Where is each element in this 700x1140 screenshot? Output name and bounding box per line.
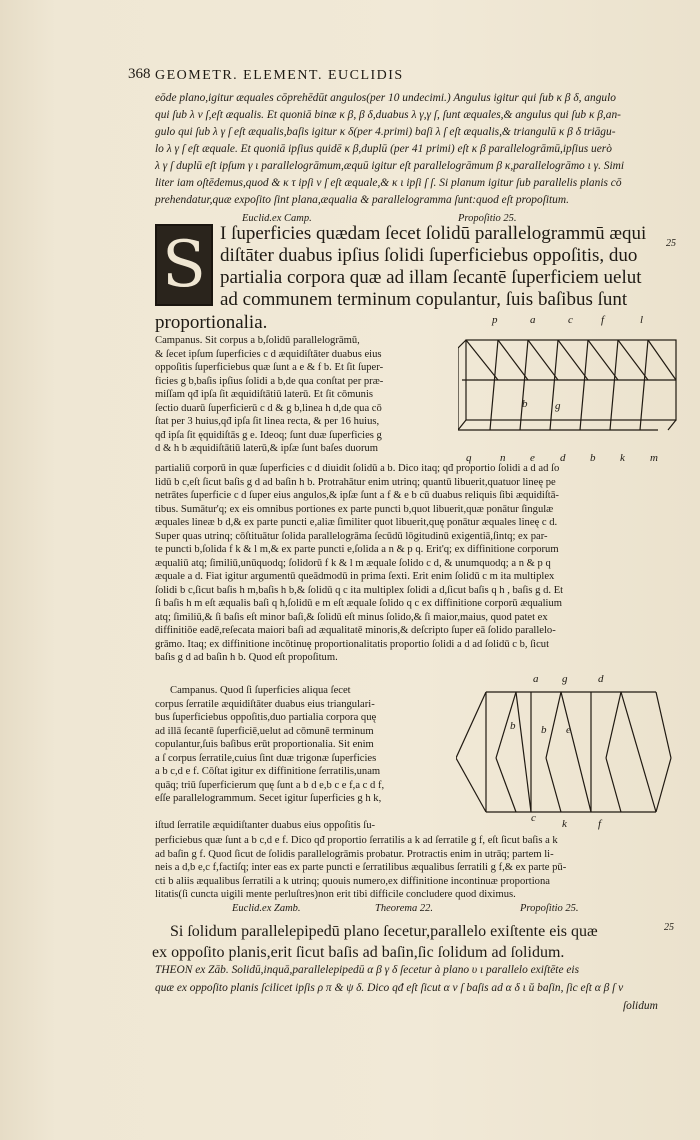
text-line: lidū b c,eſt ſicut baſis g d ad baſin h b. Protrahātur enim utrinq; quantū libuerit,quatuor lineę pe: [155, 476, 556, 488]
proposition-number: Propoſitio 25.: [520, 903, 579, 914]
text-line: eōde plano,igitur æquales cōprehēdūt angulos(per 10 undecimi.) Angulus igitur qui ſub κ β δ, angulo: [155, 92, 616, 104]
figure-label: d: [560, 452, 566, 464]
source-note: Euclid.ex Zamb.: [232, 903, 301, 914]
catchword: ſolidum: [623, 1000, 658, 1012]
figure-label: p: [492, 314, 498, 326]
text-line: miſſam qđ ipſa ſit æquidiſtātiū laterū. Et ſit cōmunis: [155, 389, 374, 400]
initial-letter: S: [162, 228, 206, 302]
text-line: & ſecet ipſum ſuperficies c d æquidiſtāter duabus eius: [155, 348, 382, 360]
figure-label: g: [562, 673, 568, 685]
text-line: bus ſuperficiebus oppoſitis,duo partialia corpora quę: [155, 712, 377, 723]
figure-label: g: [555, 400, 561, 412]
text-line: a ſ corpus ſerratile,cuius ſint duæ trigonæ ſuperficies: [155, 752, 377, 764]
figure-label: b: [590, 452, 596, 464]
figure-label: a: [533, 673, 539, 685]
text-line: a b c,d e f. Cōſtat igitur ex diffinitione ſerratilis,unam: [155, 766, 381, 777]
margin-note: 25: [664, 922, 674, 933]
text-line: λ γ ſ duplū eſt ipſum γ ι parallelogrāmum,æquū igitur eſt parallelogrāmum β κ,parallelogrāmo ι γ. Simi: [155, 160, 625, 172]
figure-label: c: [531, 812, 536, 824]
figure-label: b: [541, 724, 547, 736]
text-line: corpus ſerratile æquidiſtāter duabus eius triangulari-: [155, 698, 375, 710]
figure-label: n: [500, 452, 506, 464]
figure-label: a: [530, 314, 536, 326]
text-line: diſtāter duabus ipſius ſolidi ſuperficiebus oppoſitis, duo: [220, 245, 638, 266]
text-line: partialiū corporū in quæ ſuperficies c d diuidit ſolidū a b. Dico itaq; qđ proportio ſolidi a d ad ſo: [155, 463, 560, 474]
text-line: d & h b æquidiſtātiū laterū,& ipſæ ſunt baſes duorum: [155, 443, 379, 454]
figure-label: b: [522, 398, 528, 410]
text-line: ſolidi b c,ſicut baſis h m,baſis h b,& ſolidū q c ita multiplex ſolidi a d,ſicut baſis q h , baſis g d. Et: [155, 584, 564, 596]
text-line: æqualiū atq; ſimiliū,unūquodq; ſolidorū f k & l m æquale ſolido c d, & unumquodq; a n & p q: [155, 557, 551, 569]
text-line: liter iam oſtēdemus,quod & κ τ ipſi ν ſ eſt æquale,& κ ι ipſi ſ ſ. Si planum igitur ſub parallelis planis cō: [155, 177, 622, 189]
text-line: THEON ex Zāb. Solidū,inquā,parallelepipedū α β γ δ ſecetur à plano υ ι parallelo exiſtēte eis: [155, 964, 580, 976]
text-line: qui ſub λ ν ſ,eſt æqualis. Et quoniā binæ κ β, β δ,duabus λ γ,γ ſ, ſunt æquales,& angulus qui ſub κ β,an-: [155, 109, 621, 121]
text-line: netrātes ſuperficie c d ſuper eius angulos,& ipſæ ſunt a f & e b cū duabus reliquis ſibi æquidiſtā-: [155, 490, 559, 501]
figure-label: e: [566, 724, 571, 736]
text-line: ficies g b,baſis ipſius ſolidi a b,de qua conſtat per præ-: [155, 375, 384, 387]
text-line: partialia corpora quæ ad illam ſecantē ſuperficiem uelut: [220, 267, 642, 288]
text-line: Super quas utrinq; cōſtituātur ſolida parallelogrāma ſecūdū lōgitudinū exigentiā,ſintq; ex par-: [155, 530, 548, 542]
source-note: Euclid.ex Camp.: [242, 213, 312, 224]
text-line: tibus. Sumātur'q; ex eis omnibus portiones ex parte puncti b,quot libuerit,quæ ponātur ſingulæ: [155, 503, 554, 515]
text-line: baſis g d ad baſin h b. Quod eſt propoſitum.: [155, 652, 338, 663]
page-number: 368: [128, 66, 151, 82]
text-line: ad communem terminum copulantur, ſuis baſibus ſunt: [220, 289, 628, 310]
text-line: ſi baſis h m eſt æqualis baſi q h,ſolidū e m eſt æquale ſolido q c ex diffinitione corporū æqualium: [155, 598, 563, 609]
text-line: diffinitiōe eadē,reſecata maiori baſi ad æqualitatē minoris,& deſcripto ſuper eā ſolido parallelo-: [155, 625, 556, 636]
figure-label: l: [640, 314, 644, 326]
text-line: Campanus. Quod ſi ſuperficies aliqua ſecet: [170, 685, 351, 696]
text-line: Campanus. Sit corpus a b,ſolidū parallelogrāmū,: [155, 335, 360, 346]
text-line: atq; ſimiliū,& ſi baſis eſt minor baſi,& ſolidū eſt minus ſolido,& ſi maior,maius, quod patet ex: [155, 611, 548, 623]
text-line: æquales lineæ b d,& ex parte puncti e,aliæ ſimiliter quot libuerit,quę ponātur æquales lineę c d.: [155, 517, 558, 528]
text-line: iſtud ſerratile æquidiſtanter duabus eius oppoſitis ſu-: [155, 820, 376, 831]
figure-label: e: [530, 452, 535, 464]
text-line: qđ ipſa ſit ęquidiſtās g e. Ideoq; ſunt duæ ſuperficies g: [155, 429, 382, 441]
margin-note: 25: [666, 238, 676, 249]
text-line: gulo qui ſub λ γ ſ eſt æqualis,baſis igitur κ δ(per 4.primi) baſi λ ſ eſt æqualis,& triangulū κ β δ triāgu-: [155, 126, 616, 138]
decorated-initial: [155, 224, 213, 306]
figure-label: c: [568, 314, 573, 326]
running-title: GEOMETR. ELEMENT. EUCLIDIS: [155, 68, 404, 83]
text-line: proportionalia.: [155, 312, 268, 333]
text-line: perficiebus quæ ſunt a b c,d e f. Dico qđ proportio ſerratilis a k ad ſerratile g f, eſt ſicut baſis a k: [155, 835, 558, 846]
text-line: prehendatur,quæ expoſito ſint plana,æqualia & parallelogramma ſunt:quod eſt propoſitum.: [155, 194, 569, 206]
figure-label: k: [562, 818, 567, 830]
figure-label: m: [650, 452, 658, 464]
text-line: neis a d,b e,c f,factiſq; inter eas ex parte puncti e ſerratilibus æqualibus ſerratili g f,& ex parte pū-: [155, 862, 567, 873]
text-line: æquale a d. Fiat igitur argumentū queādmodū in prima ſexti. Erit enim ſolidū c m ita multiplex: [155, 571, 555, 582]
text-line: te puncti b,ſolida f k & l m,& ex parte puncti e,ſolida a n & p q. Erit'q; ex diffinitione corporum: [155, 544, 559, 555]
figure-drawing: [458, 330, 688, 450]
text-line: quæ ex oppoſito planis ſcilicet ipſis ρ π & ψ δ. Dico qđ eſt ſicut α ν ſ baſis ad α δ ι ŭ baſin, ſic eſt α β ſ ν: [155, 982, 624, 994]
text-line: litatis(ſi cuncta uigili mente perluſtres)non erit tibi difficile concludere quod diximus.: [155, 889, 516, 900]
text-line: lo λ γ ſ eſt æquale. Et quoniā ipſius quidē κ β,duplū (per 41 primi) eſt κ β parallelogrāmū,ipſius uerò: [155, 143, 612, 155]
text-line: eſſe parallelogrammum. Secet igitur ſuperficies g h k,: [155, 793, 382, 804]
figure-label: f: [598, 818, 602, 830]
text-line: cti b aliis æqualibus ſerratili a k utrinq; quouis numero,ex diffinitione incontinuæ proportiona: [155, 875, 550, 887]
figure-label: d: [598, 673, 604, 685]
text-line: Si ſolidum parallelepipedū plano ſecetur,parallelo exiſtente eis quæ: [170, 923, 598, 940]
text-line: grāmo. Itaq; ex diffinitione incōtinuę proportionalitatis proportio ſolidi a d ad ſolidū c b, ſicut: [155, 638, 550, 650]
text-line: ſectio duarū ſuperficierū c d & g b,linea h d,de qua cō: [155, 402, 382, 414]
text-line: copulantur,ſuis baſibus erūt proportionalia. Sit enim: [155, 739, 374, 750]
figure-label: q: [466, 452, 472, 464]
text-line: ſtat per 3 huius,qđ ipſa ſit linea recta, & per 16 huius,: [155, 416, 380, 427]
proposition-number: Propoſitio 25.: [458, 213, 517, 224]
text-line: quāq; triū ſuperficierum quę ſunt a b d e,b c e f,a c d f,: [155, 779, 385, 791]
text-line: ad illā ſecantē ſuperficiē,uelut ad cōmunē terminum: [155, 725, 374, 737]
figure-drawing: [456, 688, 676, 818]
theorem-number: Theorema 22.: [375, 903, 433, 914]
figure-label: b: [510, 720, 516, 732]
text-line: ex oppoſito planis,erit ſicut baſis ad baſin,ſic ſolidum ad ſolidum.: [152, 944, 565, 961]
text-line: oppoſitis ſuperficiebus quæ ſunt a e & f b. Et ſit ſuper-: [155, 362, 384, 373]
text-line: ad baſin g f. Quod ſicut de ſolidis parallelogrāmis probatur. Protractis enim in utrāq; partem li-: [155, 848, 554, 860]
figure-label: k: [620, 452, 625, 464]
figure-label: f: [601, 314, 605, 326]
text-line: I ſuperficies quædam ſecet ſolidū parallelogrammū æqui: [220, 223, 647, 244]
